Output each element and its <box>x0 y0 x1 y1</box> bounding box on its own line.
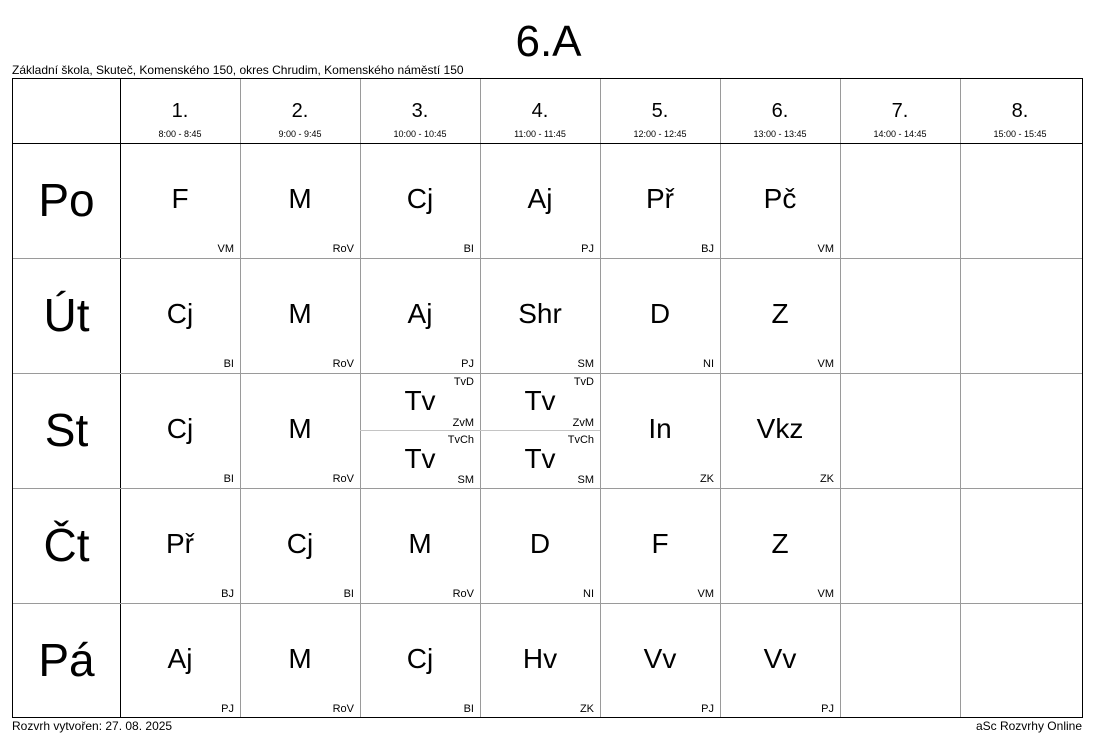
lesson-cell[interactable] <box>360 258 480 373</box>
subject-label: Cj <box>166 413 194 444</box>
teacher-label: RoV <box>332 243 354 255</box>
teacher-label: BI <box>223 473 234 485</box>
subject-label: Vv <box>643 643 677 674</box>
subject-label: Shr <box>518 298 562 329</box>
subject-label: Př <box>166 528 194 559</box>
period-time: 11:00 - 11:45 <box>514 129 566 139</box>
lesson-cell[interactable] <box>720 603 840 718</box>
column-divider <box>960 79 961 717</box>
teacher-label: SM <box>457 474 474 486</box>
period-number: 7. <box>891 100 909 122</box>
teacher-label: PJ <box>581 243 594 255</box>
teacher-label: BJ <box>701 243 714 255</box>
teacher-label: NI <box>583 588 594 600</box>
period-time: 14:00 - 14:45 <box>873 129 927 139</box>
teacher-label: BI <box>223 358 234 370</box>
teacher-label: SM <box>577 358 594 370</box>
teacher-label: PJ <box>701 703 714 715</box>
period-header <box>600 79 720 143</box>
teacher-label: ZK <box>819 473 834 485</box>
lesson-cell[interactable] <box>120 143 240 258</box>
period-header <box>240 79 360 143</box>
period-number: 2. <box>291 100 309 122</box>
subject-label: M <box>288 298 312 329</box>
day-label: Pá <box>38 634 95 686</box>
teacher-label: ZvM <box>572 417 594 429</box>
group-label: TvD <box>573 376 594 388</box>
subject-label: Hv <box>522 643 558 674</box>
lesson-cell[interactable] <box>480 258 600 373</box>
subject-label: M <box>288 643 312 674</box>
teacher-label: ZK <box>579 703 594 715</box>
teacher-label: PJ <box>461 358 474 370</box>
subject-label: Cj <box>406 643 434 674</box>
lesson-cell[interactable] <box>480 143 600 258</box>
lesson-cell[interactable] <box>240 143 360 258</box>
period-time: 15:00 - 15:45 <box>993 129 1047 139</box>
period-header <box>840 79 960 143</box>
group-label: TvCh <box>567 434 594 446</box>
group-lesson[interactable] <box>480 373 600 430</box>
subject-label: Aj <box>527 183 553 214</box>
period-header <box>360 79 480 143</box>
subject-label: M <box>288 183 312 214</box>
teacher-label: ZK <box>699 473 714 485</box>
teacher-label: RoV <box>332 358 354 370</box>
subject-label: In <box>648 413 672 444</box>
period-time: 10:00 - 10:45 <box>393 129 447 139</box>
lesson-cell[interactable] <box>120 603 240 718</box>
teacher-label: RoV <box>452 588 474 600</box>
period-number: 3. <box>411 100 429 122</box>
lesson-cell[interactable] <box>120 373 240 488</box>
lesson-cell[interactable] <box>360 143 480 258</box>
teacher-label: BJ <box>221 588 234 600</box>
teacher-label: VM <box>697 588 714 600</box>
lesson-cell[interactable] <box>480 603 600 718</box>
teacher-label: BI <box>463 243 474 255</box>
teacher-label: VM <box>817 358 834 370</box>
teacher-label: VM <box>817 243 834 255</box>
subject-label: Tv <box>404 385 436 416</box>
day-label: Čt <box>43 519 90 571</box>
subject-label: Tv <box>524 385 556 416</box>
school-name: Základní škola, Skuteč, Komenského 150, okres Chrudim, Komenského náměstí 150 <box>12 63 464 77</box>
day-label: Út <box>43 289 90 341</box>
subject-label: Tv <box>404 443 436 474</box>
lesson-cell[interactable] <box>240 488 360 603</box>
lesson-cell[interactable] <box>720 143 840 258</box>
teacher-label: RoV <box>332 703 354 715</box>
subject-label: Pč <box>763 183 797 214</box>
period-time: 8:00 - 8:45 <box>158 129 202 139</box>
subject-label: F <box>171 183 189 214</box>
period-header <box>120 79 240 143</box>
timetable-grid <box>12 78 1083 718</box>
teacher-label: BI <box>463 703 474 715</box>
lesson-cell[interactable] <box>600 258 720 373</box>
lesson-cell[interactable] <box>720 488 840 603</box>
period-number: 8. <box>1011 100 1029 122</box>
lesson-cell[interactable] <box>120 258 240 373</box>
lesson-cell[interactable] <box>600 143 720 258</box>
period-time: 13:00 - 13:45 <box>753 129 807 139</box>
subject-label: M <box>288 413 312 444</box>
group-label: TvD <box>453 376 474 388</box>
teacher-label: PJ <box>821 703 834 715</box>
lesson-cell[interactable] <box>600 373 720 488</box>
period-header <box>480 79 600 143</box>
lesson-cell[interactable] <box>480 373 600 488</box>
period-time: 12:00 - 12:45 <box>633 129 687 139</box>
subject-label: M <box>408 528 432 559</box>
lesson-cell[interactable] <box>720 258 840 373</box>
group-lesson[interactable] <box>480 430 600 487</box>
period-number: 1. <box>171 100 189 122</box>
subject-label: Př <box>646 183 674 214</box>
brand-label: aSc Rozvrhy Online <box>975 719 1082 733</box>
lesson-cell[interactable] <box>720 373 840 488</box>
period-number: 4. <box>531 100 549 122</box>
lesson-cell[interactable] <box>360 603 480 718</box>
subject-label: Cj <box>166 298 194 329</box>
subject-label: Aj <box>167 643 193 674</box>
lesson-cell[interactable] <box>240 603 360 718</box>
lesson-cell[interactable] <box>360 373 480 488</box>
teacher-label: BI <box>343 588 354 600</box>
subject-label: Cj <box>406 183 434 214</box>
subject-label: Z <box>771 298 789 329</box>
created-date: Rozvrh vytvořen: 27. 08. 2025 <box>12 719 173 733</box>
teacher-label: ZvM <box>452 417 474 429</box>
subject-label: Vv <box>763 643 797 674</box>
day-label: St <box>44 404 89 456</box>
lesson-cell[interactable] <box>120 488 240 603</box>
column-divider <box>840 79 841 717</box>
lesson-cell[interactable] <box>360 488 480 603</box>
group-label: TvCh <box>447 434 474 446</box>
subject-label: Tv <box>524 443 556 474</box>
teacher-label: PJ <box>221 703 234 715</box>
subject-label: Z <box>771 528 789 559</box>
period-number: 6. <box>771 100 789 122</box>
subject-label: Cj <box>286 528 314 559</box>
group-lesson[interactable] <box>360 373 480 430</box>
group-lesson[interactable] <box>360 430 480 487</box>
lesson-cell[interactable] <box>480 488 600 603</box>
teacher-label: NI <box>703 358 714 370</box>
subject-label: F <box>651 528 669 559</box>
lesson-cell[interactable] <box>600 488 720 603</box>
teacher-label: SM <box>577 474 594 486</box>
teacher-label: VM <box>217 243 234 255</box>
period-time: 9:00 - 9:45 <box>278 129 322 139</box>
subject-label: D <box>529 528 551 559</box>
class-title: 6.A <box>515 17 582 66</box>
lesson-cell[interactable] <box>600 603 720 718</box>
lesson-cell[interactable] <box>240 373 360 488</box>
subject-label: Vkz <box>756 413 804 444</box>
teacher-label: RoV <box>332 473 354 485</box>
teacher-label: VM <box>817 588 834 600</box>
period-number: 5. <box>651 100 669 122</box>
day-label: Po <box>38 174 95 226</box>
subject-label: D <box>649 298 671 329</box>
subject-label: Aj <box>407 298 433 329</box>
period-header <box>960 79 1080 143</box>
lesson-cell[interactable] <box>240 258 360 373</box>
period-header <box>720 79 840 143</box>
